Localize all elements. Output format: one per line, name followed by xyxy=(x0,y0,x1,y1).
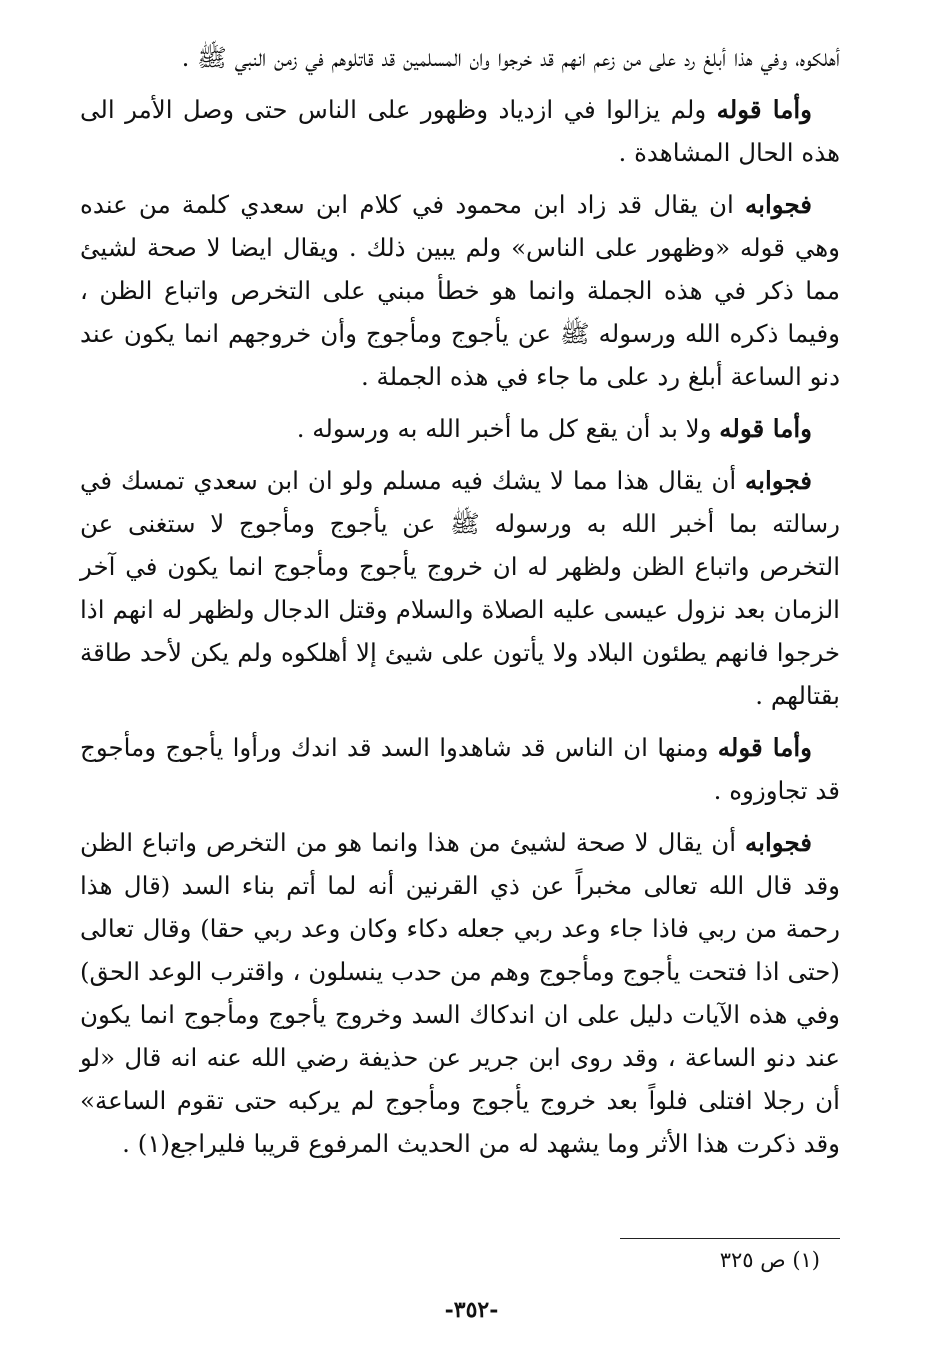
paragraph-text: أن يقال هذا مما لا يشك فيه مسلم ولو ان ابن سعدي تمسك في رسالته بما أخبر الله به ورسوله ﷺ عن يأجوج ومأجوج لا ستغنى عن التخرص واتباع الظن ولظهر له ان خروج يأجوج ومأجوج انما يكون في آخر الزمان بعد نزول عيسى عليه الصلاة والسلام وقتل الدجال ولظهر له انهم اذا خرجوا فانهم يطئون البلاد ولا يأتون على شيئ إلا أهلكوه ولم يكن لأحد طاقة بقتالهم . xyxy=(80,466,840,710)
paragraph-1 xyxy=(80,36,840,79)
paragraph-text: ولا بد أن يقع كل ما أخبر الله به ورسوله . xyxy=(296,414,720,443)
paragraph-6 xyxy=(80,726,840,812)
paragraph-7 xyxy=(80,821,840,1165)
paragraph-lead: فجوابه xyxy=(745,466,812,495)
paragraph-lead: وأما قوله xyxy=(716,95,812,124)
paragraph-3 xyxy=(80,183,840,398)
paragraph-text: ومنها ان الناس قد شاهدوا السد قد اندك ورأوا يأجوج ومأجوج قد تجاوزوه . xyxy=(80,733,840,805)
paragraph-lead: وأما قوله xyxy=(719,414,812,443)
paragraph-5 xyxy=(80,459,840,717)
paragraph-lead: فجوابه xyxy=(745,190,812,219)
footnote: (١) ص ٣٢٥ xyxy=(719,1248,820,1272)
footnote-divider xyxy=(620,1238,840,1239)
paragraph-lead: وأما قوله xyxy=(717,733,812,762)
paragraph-text: ان يقال قد زاد ابن محمود في كلام ابن سعدي كلمة من عنده وهي قوله «وظهور على الناس» ولم يبين ذلك . ويقال ايضا لا صحة لشيئ مما ذكر في هذه الجملة وانما هو خطأ مبني على التخرص واتباع الظن ، وفيما ذكره الله ورسوله ﷺ عن يأجوج ومأجوج وأن خروجهم انما يكون عند دنو الساعة أبلغ رد على ما جاء في هذه الجملة . xyxy=(80,190,840,391)
paragraph-lead: فجوابه xyxy=(745,828,812,857)
paragraph-text: أهلكوه، وفي هذا أبلغ رد على من زعم انهم قد خرجوا وان المسلمين قد قاتلوهم في زمن النبي ﷺ . xyxy=(181,43,840,72)
page-number: -٣٥٢- xyxy=(444,1297,499,1323)
paragraph-text: ولم يزالوا في ازدياد وظهور على الناس حتى وصل الأمر الى هذه الحال المشاهدة . xyxy=(80,95,840,167)
paragraph-4 xyxy=(80,407,840,450)
paragraph-2 xyxy=(80,88,840,174)
page-body xyxy=(80,36,840,1174)
paragraph-text: أن يقال لا صحة لشيئ من هذا وانما هو من التخرص واتباع الظن وقد قال الله تعالى مخبراً عن ذي القرنين أنه لما أتم بناء السد (قال هذا رحمة من ربي فاذا جاء وعد ربي جعله دكاء وكان وعد ربي حقا) وقال تعالى (حتى اذا فتحت يأجوج ومأجوج وهم من حدب ينسلون ، واقترب الوعد الحق) وفي هذه الآيات دليل على ان اندكاك السد وخروج يأجوج ومأجوج انما يكون عند دنو الساعة ، وقد روى ابن جرير عن حذيفة رضي الله عنه انه قال «لو أن رجلا افتلى فلواً بعد خروج يأجوج ومأجوج لم يركبه حتى تقوم الساعة» وقد ذكرت هذا الأثر وما يشهد له من الحديث المرفوع قريبا فليراجع(١) . xyxy=(80,828,840,1158)
